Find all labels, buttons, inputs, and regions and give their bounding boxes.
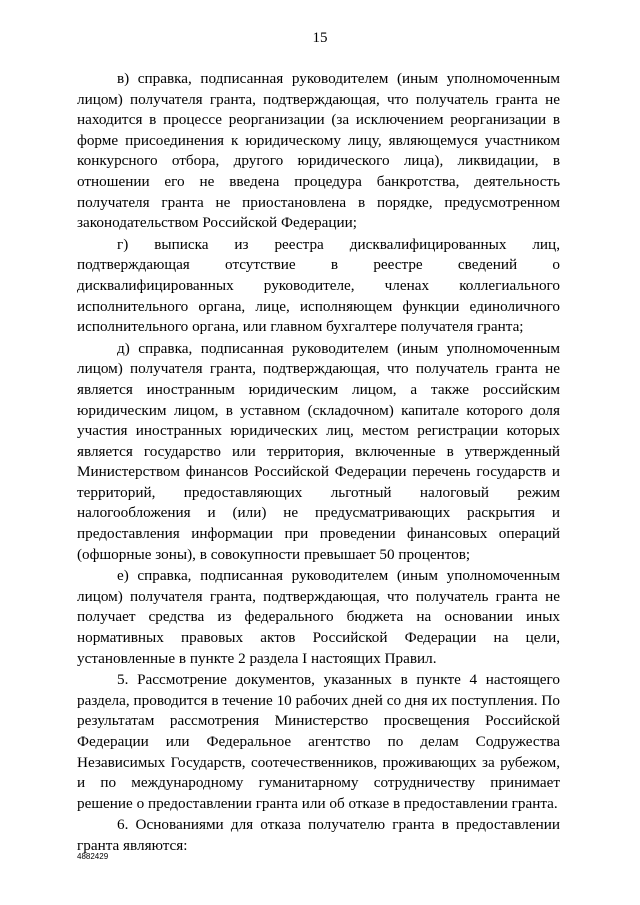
document-body — [77, 69, 560, 858]
paragraph-e: е) справка, подписанная руководителем (иным уполномоченным лицом) получателя гранта, подтверждающая, что получатель гранта не получает средства из федерального бюджета на основании иных нормативных правовых актов Российской Федерации на цели, установленные в пункте 2 раздела I настоящих Правил. — [77, 567, 560, 667]
paragraph-g: г) выписка из реестра дисквалифицированных лиц, подтверждающая отсутствие в реестре сведений о дисквалифицированных руководителе, членах коллегиального исполнительного органа, лице, исполняющем функции единоличного исполнительного органа, или главном бухгалтере получателя гранта; — [77, 235, 560, 336]
document-id: 4882429 — [77, 852, 109, 861]
page-number: 15 — [312, 30, 328, 46]
paragraph-d: д) справка, подписанная руководителем (иным уполномоченным лицом) получателя гранта, подтверждающая, что получатель гранта не является иностранным юридическим лицом, а также российским юридическим лицом, в уставном (складочном) капитале которого доля участия иностранных юридических лиц, местом регистрации которых является государство или территория, включенные в утвержденный Министерством финансов Российской Федерации перечень государств и территорий, предоставляющих льготный налоговый режим налогообложения и (или) не предусматривающих раскрытия и предоставления информации при проведении финансовых операций (офшорные зоны), в совокупности превышает 50 процентов; — [77, 339, 560, 563]
paragraph-6: 6. Основаниями для отказа получателю гранта в предоставлении гранта являются: — [77, 816, 560, 854]
paragraph-5: 5. Рассмотрение документов, указанных в пункте 4 настоящего раздела, проводится в течение 10 рабочих дней со дня их поступления. По результатам рассмотрения Министерство просвещения Российской Федерации или Федеральное агентство по делам Содружества Независимых Государств, соотечественников, проживающих за рубежом, и по международному гуманитарному сотрудничеству принимает решение о предоставлении гранта или об отказе в предоставлении гранта. — [77, 671, 560, 812]
paragraph-v: в) справка, подписанная руководителем (иным уполномоченным лицом) получателя гранта, подтверждающая, что получатель гранта не находится в процессе реорганизации (за исключением реорганизации в форме присоединения к юридическому лицу, являющемуся участником конкурсного отбора, другого юридического лица), ликвидации, в отношении его не введена процедура банкротства, деятельность получателя гранта не приостановлена в порядке, предусмотренном законодательством Российской Федерации; — [77, 70, 560, 232]
